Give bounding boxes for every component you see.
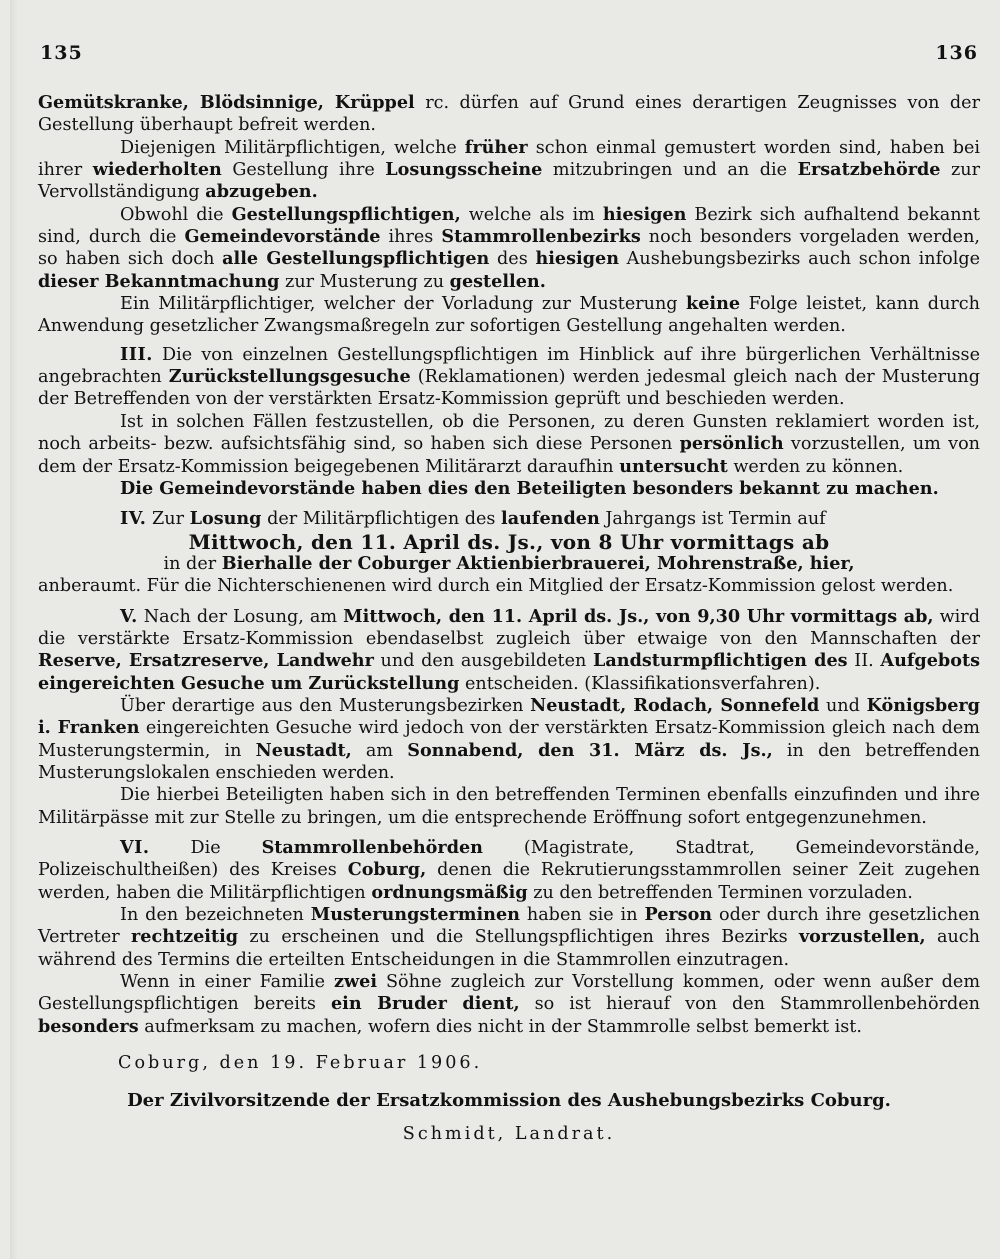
text-run: zu erscheinen und die Stellungspflichtigen ihres Bezirks <box>238 927 799 948</box>
bold-phrase: wiederholten <box>92 159 222 181</box>
paragraph-intro-1 <box>38 92 980 137</box>
text-run: ihres <box>380 227 442 248</box>
issuing-authority: Der Zivilvorsitzende der Ersatzkommission des Aushebungsbezirks Coburg. <box>127 1090 891 1112</box>
section-iv-location-line <box>38 553 980 575</box>
text-run: so ist hierauf von den Stammrollenbehörden <box>519 994 981 1015</box>
section-vi-paragraph-2 <box>38 904 980 971</box>
document-body <box>38 92 980 1145</box>
text-run: zur Vervollständigung <box>38 160 980 203</box>
section-iv-date-line: Mittwoch, den 11. April ds. Js., von 8 Uhr vormittags ab <box>188 529 830 554</box>
text-run: In den bezeichneten <box>120 905 311 926</box>
text-run: in der <box>163 553 222 574</box>
text-run: Obwohl die <box>120 204 232 225</box>
spacer <box>38 829 980 837</box>
bold-phrase: Person <box>644 904 713 926</box>
bold-phrase: Losung <box>189 508 262 530</box>
text-run: Aushebungsbezirks auch schon infolge <box>618 249 980 270</box>
text-run: Ein Militärpflichtiger, welcher der Vorladung zur Musterung <box>120 294 687 315</box>
paragraph-intro-3 <box>38 204 980 293</box>
text-run: zur Musterung zu <box>279 271 450 292</box>
bold-phrase: Landsturmpflichtigen des <box>593 650 848 672</box>
section-vi-paragraph-1 <box>38 837 980 904</box>
text-run: entscheiden. (Klassifikationsverfahren). <box>459 673 821 694</box>
bold-phrase: Gemütskranke, Blödsinnige, Krüppel <box>38 92 415 113</box>
text-run: vorzustellen, um von dem der Ersatz-Kommission beigegebenen Militärarzt daraufhin <box>38 434 980 477</box>
section-numeral: IV. <box>120 508 147 530</box>
bold-phrase: Reserve, Ersatzreserve, Landwehr <box>38 650 374 672</box>
text-run: Zur <box>146 509 190 530</box>
document-date: Coburg, den 19. Februar 1906. <box>118 1053 483 1074</box>
bold-phrase: alle Gestellungspflichtigen <box>222 248 490 270</box>
bold-phrase: Gestellungspflichtigen, <box>231 203 461 225</box>
bold-phrase: Musterungsterminen <box>310 904 520 926</box>
section-iv-paragraph-2: anberaumt. Für die Nichterschienenen wird durch ein Mitglied der Ersatz-Kommission gelost werden. <box>38 576 954 597</box>
bold-phrase: Mittwoch, den 11. April ds. Js., von 9,30 Uhr vormittags ab, <box>343 605 934 627</box>
bold-phrase: hiesigen <box>602 203 687 225</box>
bold-phrase: Losungsscheine <box>385 159 543 181</box>
bold-phrase: persönlich <box>679 433 784 455</box>
text-run: wird die verstärkte Ersatz-Kommission ebendaselbst zugleich über etwaige von den Mannschaften der <box>38 606 980 649</box>
text-run: in den betreffenden Musterungslokalen enschieden werden. <box>38 740 981 783</box>
text-run: auch während des Termins die erteilten Entscheidungen in die Stammrollen einzutragen. <box>38 927 980 970</box>
text-run: (Magistrate, Stadtrat, Gemeindevorstände, Polizeischultheißen) des Kreises <box>38 838 980 881</box>
section-numeral: VI. <box>120 837 150 858</box>
section-iii-paragraph-2 <box>38 411 980 478</box>
text-run: Bezirk sich aufhaltend bekannt sind, durch die <box>38 204 980 248</box>
text-run: und <box>819 695 867 716</box>
text-run: welche als im <box>460 204 603 225</box>
section-v-paragraph-2 <box>38 695 980 784</box>
bold-phrase: Neustadt, Rodach, Sonnefeld <box>530 694 820 716</box>
section-numeral: V. <box>120 605 138 627</box>
bold-phrase: Aufgebots eingereichten Gesuche um Zurückstellung <box>38 650 980 694</box>
text-run: Die <box>149 838 262 858</box>
text-run: mitzubringen und an die <box>542 160 798 181</box>
signature-name: Schmidt, Landrat. <box>402 1123 616 1144</box>
spacer <box>38 598 980 606</box>
bold-phrase: Die Gemeindevorstände haben dies den Beteiligten besonders bekannt zu machen. <box>120 477 939 499</box>
text-run: (Reklamationen) werden jedesmal gleich nach der Musterung der Betreffenden von der verstärkten Ersatz-Kommission geprüft und beschieden werden. <box>38 367 980 410</box>
text-run: Über derartige aus den Musterungsbezirken <box>120 695 531 716</box>
bold-phrase: Stammrollenbehörden <box>261 837 483 858</box>
bold-phrase: früher <box>464 136 528 158</box>
section-v-paragraph-3: Die hierbei Beteiligten haben sich in den betreffenden Terminen ebenfalls einzufinden und ihre Militärpässe mit zur Stelle zu bringen, um die entsprechende Eröffnung sofort entgegenzunehmen. <box>38 785 980 828</box>
text-run: oder durch ihre gesetzlichen Vertreter <box>38 905 980 948</box>
bold-phrase: dieser Bekanntmachung <box>38 270 280 292</box>
text-run: Söhne zugleich zur Vorstellung kommen, oder wenn außer dem Gestellungspflichtigen bereits <box>38 972 980 1015</box>
section-vi-paragraph-3 <box>38 971 980 1038</box>
text-run: des <box>489 249 536 270</box>
text-run: zu den betreffenden Terminen vorzuladen. <box>527 882 913 903</box>
text-run: haben sie in <box>519 905 645 926</box>
bold-phrase: Gemeindevorstände <box>184 226 381 248</box>
bold-phrase: ein Bruder dient, <box>330 993 520 1015</box>
page-number-left: 135 <box>40 42 83 64</box>
bold-phrase: Coburg, <box>347 859 427 881</box>
bold-phrase: vorzustellen, <box>798 926 926 948</box>
bold-phrase: Bierhalle der Coburger Aktienbierbrauerei, Mohrenstraße, hier, <box>221 552 855 574</box>
spacer <box>38 500 980 508</box>
page-number-right: 136 <box>935 42 978 64</box>
text-run: und den ausgebildeten <box>373 651 594 672</box>
bold-phrase: ordnungsmäßig <box>371 881 528 903</box>
bold-phrase: besonders <box>38 1015 139 1037</box>
text-run: noch besonders vorgeladen werden, so haben sich doch <box>38 227 981 270</box>
section-numeral: III. <box>120 343 153 365</box>
text-run: Gestellung ihre <box>221 160 386 181</box>
bold-phrase: gestellen. <box>449 270 546 292</box>
section-iii-paragraph-1 <box>38 344 980 411</box>
text-run: eingereichten Gesuche wird jedoch von der verstärkten Ersatz-Kommission gleich nach dem Musterungstermin, in <box>38 718 980 761</box>
section-iv-paragraph-1 <box>38 508 980 530</box>
text-run: II. <box>847 651 881 672</box>
text-run: Jahrgangs ist Termin auf <box>599 509 826 530</box>
paragraph-intro-4 <box>38 293 980 338</box>
bold-phrase: Königsberg i. Franken <box>38 694 980 739</box>
text-run: Wenn in einer Familie <box>120 972 335 993</box>
bold-phrase: Ersatzbehörde <box>797 159 941 181</box>
text-run: Nach der Losung, am <box>137 606 344 627</box>
text-run: werden zu können. <box>727 456 904 477</box>
text-run: denen die Rekrutierungsstammrollen seiner Zeit zugehen werden, haben die Militärpflichtigen <box>38 860 980 903</box>
text-run: Die von einzelnen Gestellungspflichtigen im Hinblick auf ihre bürgerlichen Verhältnisse angebrachten <box>38 344 980 388</box>
text-run: Diejenigen Militärpflichtigen, welche <box>120 137 465 158</box>
bold-phrase: Sonnabend, den 31. März ds. Js., <box>407 739 773 761</box>
bold-phrase: Neustadt, <box>255 739 352 761</box>
text-run: der Militärpflichtigen des <box>261 509 502 530</box>
section-iii-paragraph-3 <box>38 478 980 500</box>
bold-phrase: rechtzeitig <box>131 926 239 948</box>
text-run: Folge leistet, kann durch Anwendung gesetzlicher Zwangsmaßregeln zur sofortigen Gestellung angehalten werden. <box>38 294 980 337</box>
text-run: rc. dürfen auf Grund eines derartigen Zeugnisses von der Gestellung überhaupt befreit werden. <box>38 93 980 136</box>
bold-phrase: Zurückstellungsgesuche <box>168 366 411 388</box>
section-v-paragraph-1 <box>38 606 980 695</box>
bold-phrase: abzugeben. <box>205 181 318 203</box>
bold-phrase: hiesigen <box>535 248 619 270</box>
bold-phrase: Stammrollenbezirks <box>441 226 641 248</box>
bold-phrase: laufenden <box>501 508 600 530</box>
bold-phrase: untersucht <box>619 455 728 477</box>
text-run: schon einmal gemustert worden sind, haben bei ihrer <box>38 137 981 181</box>
paragraph-intro-2 <box>38 137 980 204</box>
bold-phrase: keine <box>686 293 741 315</box>
bold-phrase: zwei <box>334 971 378 993</box>
text-run: aufmerksam zu machen, wofern dies nicht in der Stammrolle selbst bemerkt ist. <box>138 1016 862 1037</box>
text-run: Ist in solchen Fällen festzustellen, ob die Personen, zu deren Gunsten reklamiert worden ist, noch arbeits- bezw. aufsichtsfähig sind, so haben sich diese Personen <box>38 411 980 455</box>
text-run: am <box>351 740 408 761</box>
